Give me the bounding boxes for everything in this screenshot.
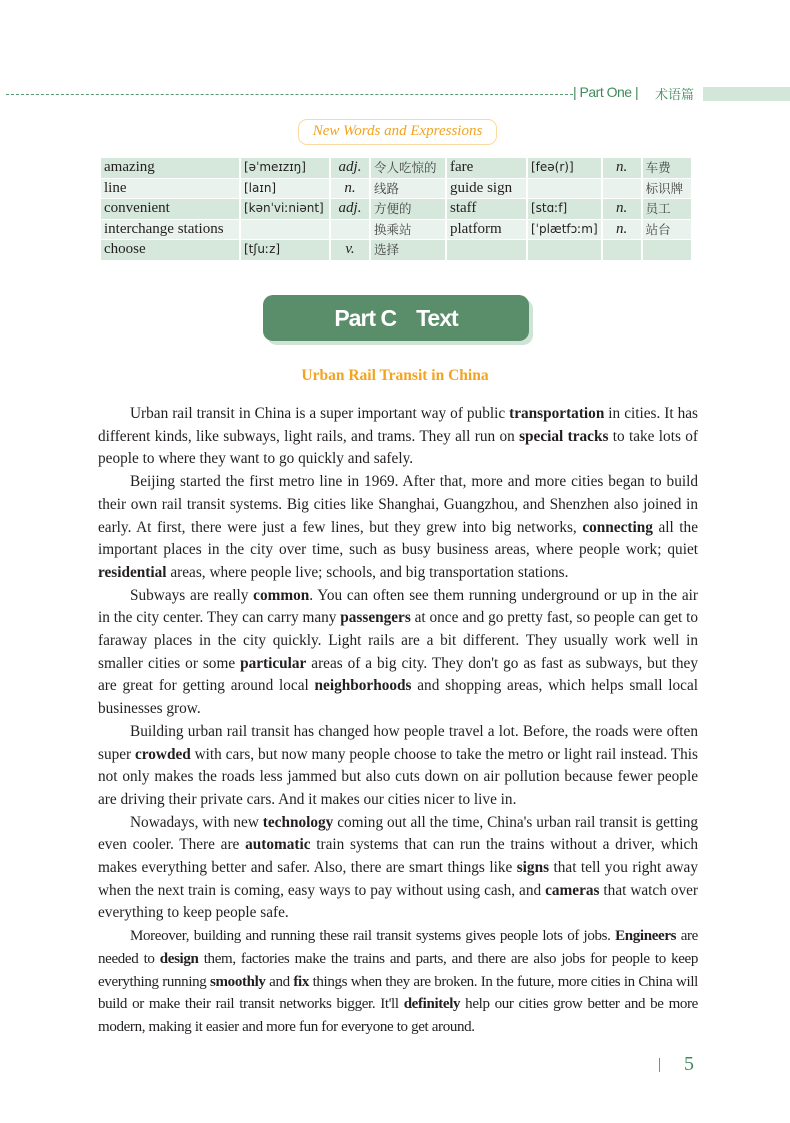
text-run: coming out all the time, China's urban rail transit is getting even cooler. There are [98, 813, 698, 854]
vocab-cell [603, 179, 641, 199]
text-run: and [265, 973, 294, 990]
vocab-cell: 标识牌 [643, 179, 691, 199]
vocab-cell: fare [447, 158, 526, 178]
key-term: neighborhoods [314, 677, 412, 695]
vocab-title: New Words and Expressions [298, 119, 497, 145]
paragraph [98, 471, 698, 585]
key-term: definitely [403, 996, 461, 1013]
vocab-cell [241, 220, 329, 240]
vocab-cell: line [101, 179, 239, 199]
key-term: automatic [245, 836, 311, 854]
header-bar [703, 87, 790, 101]
key-term: special tracks [519, 427, 609, 445]
text-run: Building urban rail transit has changed how people travel a lot. Before, the roads were often super [98, 722, 698, 763]
vocab-cell [643, 240, 691, 260]
vocab-cell: adj. [331, 199, 369, 219]
part-label: Part C [334, 305, 397, 331]
vocab-cell: 站台 [643, 220, 691, 240]
vocab-cell [528, 240, 601, 260]
header-section: 术语篇 [655, 88, 695, 103]
vocab-cell: n. [603, 199, 641, 219]
key-term: crowded [134, 745, 191, 763]
text-run: with cars, but now many people choose to take the metro or light rail instead. This not only makes the roads less jammed but also cuts down on air pollution because fewer people are driving their private cars. And it makes our cities nicer to live in. [98, 745, 698, 808]
vocab-row [101, 240, 691, 260]
paragraph [98, 812, 698, 926]
vocab-cell: 线路 [371, 179, 445, 199]
text-run: that tell you right away when the next train is coming, easy ways to pay without using cash, and [98, 859, 698, 899]
text-run: to take lots of people to where they want to go quickly and safely. [98, 427, 698, 468]
vocab-cell: 方便的 [371, 199, 445, 219]
key-term: design [159, 950, 199, 967]
vocab-cell: platform [447, 220, 526, 240]
key-term: fix [293, 973, 309, 990]
vocab-cell: interchange stations [101, 220, 239, 240]
vocab-cell: convenient [101, 199, 239, 219]
text-run: Urban rail transit in China is a super important way of public [130, 405, 510, 422]
vocab-row [101, 158, 691, 178]
vocab-table [99, 157, 693, 261]
text-run: Moreover, building and running these rail transit systems gives people lots of jobs. [130, 928, 616, 945]
part-name: Text [416, 305, 458, 331]
text-run: and shopping areas, which helps small local businesses grow. [98, 677, 698, 718]
text-run: are needed to [98, 928, 698, 967]
vocab-row [101, 220, 691, 240]
vocab-cell: amazing [101, 158, 239, 178]
header-part: | Part One | [573, 84, 639, 100]
key-term: cameras [545, 881, 600, 899]
paragraph [98, 925, 698, 1039]
text-run: all the important places in the city over time, such as busy business areas, where people work; quiet [98, 518, 698, 559]
vocab-cell: 员工 [643, 199, 691, 219]
article-body [98, 403, 698, 1039]
paragraph [98, 585, 698, 721]
header-dashed-line [6, 94, 573, 95]
vocab-cell: [stɑːf] [528, 199, 601, 219]
text-run: that watch over everything to keep people safe. [98, 881, 698, 922]
vocab-cell: adj. [331, 158, 369, 178]
vocab-cell: [laɪn] [241, 179, 329, 199]
vocab-cell: n. [603, 158, 641, 178]
vocab-row [101, 179, 691, 199]
vocab-cell: [ˈplætfɔːm] [528, 220, 601, 240]
vocab-cell: [feə(r)] [528, 158, 601, 178]
footer-divider [659, 1058, 660, 1072]
vocab-cell: 车费 [643, 158, 691, 178]
text-run: help our cities grow better and be more modern, making it easier and more fun for everyone to get around. [98, 996, 698, 1035]
text-run: areas of a big city. They don't go as fast as subways, but they are great for getting around local [98, 654, 698, 695]
paragraph [98, 721, 698, 812]
vocab-cell: [əˈmeɪzɪŋ] [241, 158, 329, 178]
article-title: Urban Rail Transit in China [301, 367, 489, 384]
text-run: them, factories make the trains and parts, and there are also jobs for people to keep everything running [98, 950, 698, 990]
vocab-cell: 选择 [371, 240, 445, 260]
vocab-cell [447, 240, 526, 260]
vocab-cell [528, 179, 601, 199]
vocab-row [101, 199, 691, 219]
text-run: . You can often see them running underground or up in the air in the city center. They can carry many [98, 586, 698, 627]
text-run: in cities. It has different kinds, like subways, light rails, and trams. They all run on [98, 405, 698, 445]
vocab-cell: [kənˈviːniənt] [241, 199, 329, 219]
key-term: common [253, 586, 310, 604]
text-run: Nowadays, with new [130, 813, 263, 831]
key-term: particular [240, 654, 307, 672]
vocab-cell: [tʃuːz] [241, 240, 329, 260]
key-term: transportation [509, 405, 605, 422]
key-term: smoothly [210, 973, 266, 990]
text-run: Beijing started the first metro line in 1969. After that, more and more cities began to build their own rail transit systems. Big cities like Shanghai, Guangzhou, and Shenzhen also joined in early. At first, there were just a few lines, but they grew into big networks, [98, 473, 698, 536]
vocab-cell: choose [101, 240, 239, 260]
vocab-cell [331, 220, 369, 240]
text-run: at once and go pretty fast, so people can get to faraway places in the city quickly. Light rails are a bit different. They usually work well in smaller cities or some [98, 609, 698, 672]
vocab-cell: n. [603, 220, 641, 240]
vocab-cell: guide sign [447, 179, 526, 199]
key-term: passengers [340, 609, 411, 627]
vocab-cell: 令人吃惊的 [371, 158, 445, 178]
key-term: connecting [582, 518, 653, 536]
part-banner [263, 295, 529, 341]
paragraph [98, 403, 698, 471]
vocab-cell: v. [331, 240, 369, 260]
vocab-cell: 换乘站 [371, 220, 445, 240]
text-run: things when they are broken. In the future, more cities in China will build or make their rail transit networks bigger. It'll [98, 973, 698, 1013]
page-number: 5 [684, 1053, 694, 1075]
key-term: Engineers [615, 928, 677, 945]
text-run: areas, where people live; schools, and big transportation stations. [166, 563, 569, 581]
vocab-cell: staff [447, 199, 526, 219]
key-term: signs [516, 859, 550, 877]
vocab-cell: n. [331, 179, 369, 199]
key-term: technology [262, 813, 334, 831]
vocab-cell [603, 240, 641, 260]
key-term: residential [98, 563, 167, 581]
text-run: Subways are really [130, 586, 254, 604]
text-run: train systems that can run the trains without a driver, which makes everything better and safer. Also, there are smart things like [98, 836, 698, 877]
